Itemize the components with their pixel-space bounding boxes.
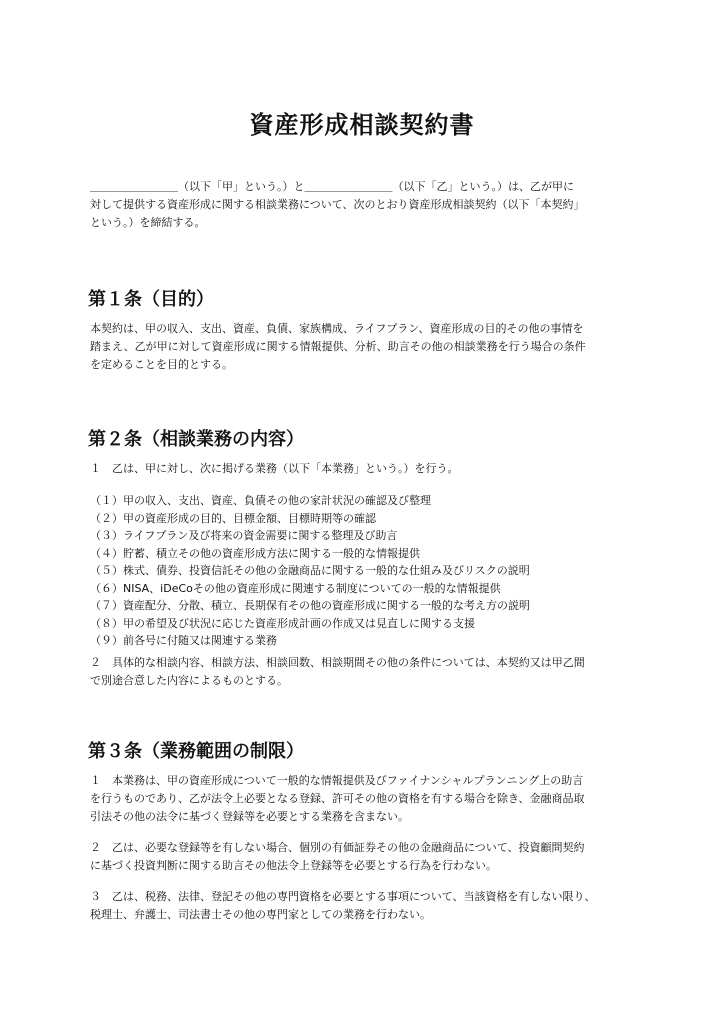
article-3-paragraph-1: １ 本業務は、甲の資産形成について一般的な情報提供及びファイナンシャルプランニング上の助言 を行うものであり、乙が法令上必要となる登録、許可その他の資格を有する場合を除き、金融商品取 引法その他の法令に基づく登録等を必要とする業務を含まない。 [90,774,585,823]
article-3-paragraph-2: ２ 乙は、必要な登録等を有しない場合、個別の有価証券その他の金融商品について、投資顧問契約 に基づく投資判断に関する助言その他法令上登録等を必要とする行為を行わない。 [90,841,585,872]
list-item: （６）NISA、iDeCoその他の資産形成に関連する制度についての一般的な情報提供 [90,581,501,595]
article-2-heading: 第２条（相談業務の内容） [88,429,304,450]
article-2-item-list [90,492,650,650]
list-item: （７）資産配分、分散、積立、長期保有その他の資産形成に関する一般的な考え方の説明 [90,599,530,612]
list-item: （８）甲の希望及び状況に応じた資産形成計画の作成又は見直しに関する支援 [90,616,475,630]
list-item: （２）甲の資産形成の目的、目標金額、目標時期等の確認 [90,511,376,525]
article-2-paragraph-2: ２ 具体的な相談内容、相談方法、相談回数、相談期間その他の条件については、本契約又は甲乙間 で別途合意した内容によるものとする。 [90,656,585,687]
document-title: 資産形成相談契約書 [249,111,475,139]
article-3-heading: 第３条（業務範囲の制限） [88,741,304,762]
list-item: （３）ライフプラン及び将来の資金需要に関する整理及び助言 [90,529,398,542]
article-1-paragraph: 本契約は、甲の収入、支出、資産、負債、家族構成、ライフプラン、資産形成の目的その他の事情を 踏まえ、乙が甲に対して資産形成に関する情報提供、分析、助言その他の相談業務を行う場合の条件 を定めることを目的とする。 [90,322,586,371]
article-2-paragraph-1: １ 乙は、甲に対し、次に掲げる業務（以下「本業務」という。）を行う。 [90,462,459,475]
list-item: （５）株式、債券、投資信託その他の金融商品に関する一般的な仕組み及びリスクの説明 [90,564,530,577]
list-item: （４）貯蓄、積立その他の資産形成方法に関する一般的な情報提供 [90,546,420,560]
list-item: （９）前各号に付随又は関連する業務 [90,634,277,647]
preamble-paragraph: ＿＿＿＿＿＿＿＿（以下「甲」という。）と＿＿＿＿＿＿＿＿（以下「乙」という。）は、乙が甲に 対して提供する資産形成に関する相談業務について、次のとおり資産形成相談契約（以下「本契約」 という。）を締結する。 [90,180,585,229]
article-3-paragraph-3: ３ 乙は、税務、法律、登記その他の専門資格を必要とする事項について、当該資格を有しない限り、 税理士、弁護士、司法書士その他の専門家としての業務を行わない。 [90,890,596,921]
article-1-heading: 第１条（目的） [88,289,214,310]
list-item: （１）甲の収入、支出、資産、負債その他の家計状況の確認及び整理 [90,494,431,507]
